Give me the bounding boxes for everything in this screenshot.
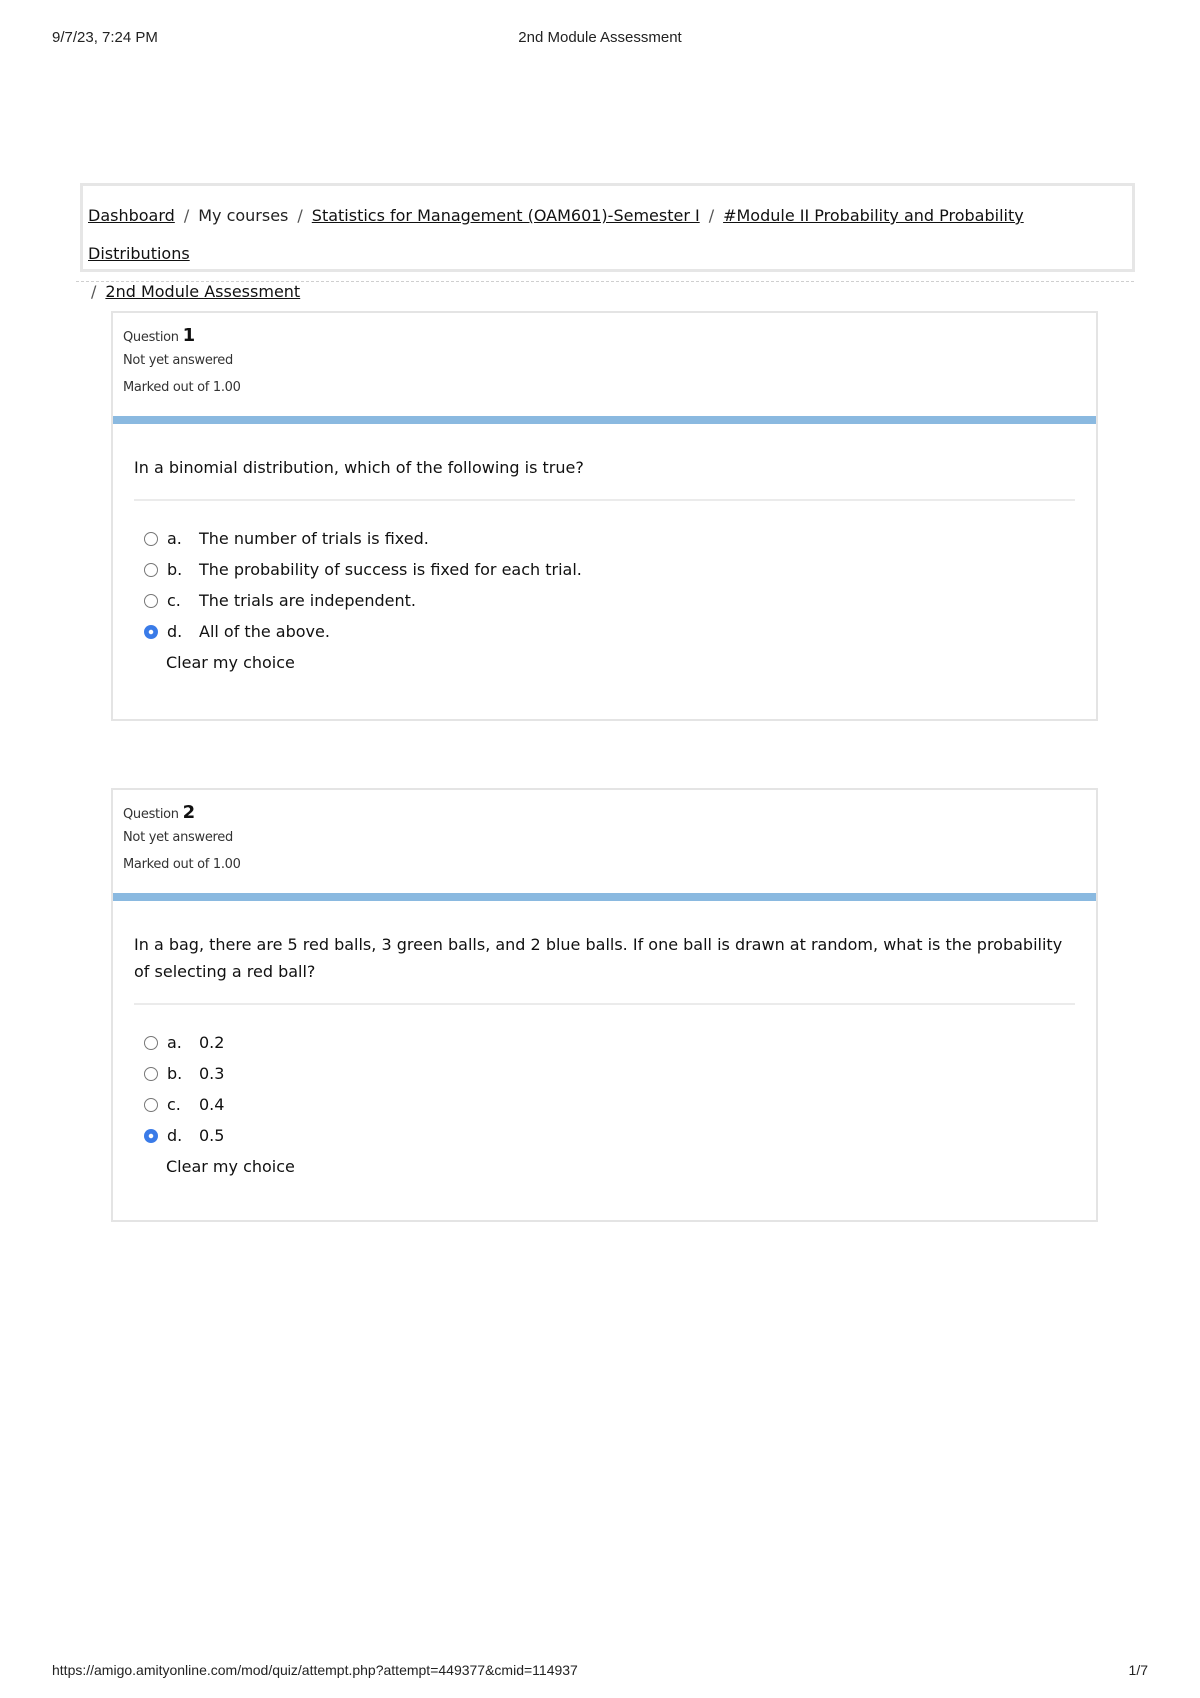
option-text: 0.3 <box>199 1064 225 1083</box>
breadcrumb-assessment-link[interactable]: 2nd Module Assessment <box>105 282 301 301</box>
question-number: 2 <box>182 802 195 823</box>
question-text: In a bag, there are 5 red balls, 3 green balls, and 2 blue balls. If one ball is drawn at random, what is the probability of selecting a red ball? <box>134 935 1063 981</box>
answer-option-b[interactable] <box>134 554 1075 585</box>
radio-icon[interactable] <box>144 532 158 546</box>
breadcrumb-dashboard-link[interactable]: Dashboard <box>88 206 175 225</box>
breadcrumb <box>80 183 1135 301</box>
answer-options <box>134 523 1075 647</box>
radio-icon[interactable] <box>144 563 158 577</box>
answer-options <box>134 1027 1075 1151</box>
option-letter: d. <box>167 622 183 641</box>
question-1 <box>111 311 1098 721</box>
breadcrumb-separator: / <box>297 206 303 225</box>
question-text: In a binomial distribution, which of the following is true? <box>134 458 584 477</box>
question-state: Not yet answered <box>123 830 233 845</box>
option-text: All of the above. <box>199 622 330 641</box>
answer-option-d[interactable] <box>134 1120 1075 1151</box>
answer-option-b[interactable] <box>134 1058 1075 1089</box>
print-page-number: 1/7 <box>1128 1662 1148 1678</box>
question-2 <box>111 788 1098 1222</box>
question-number: 1 <box>182 325 195 346</box>
clear-choice-link[interactable]: Clear my choice <box>166 1157 295 1176</box>
radio-icon[interactable] <box>144 1098 158 1112</box>
question-divider <box>134 1003 1075 1005</box>
radio-checked-icon[interactable] <box>144 625 158 639</box>
option-text: 0.4 <box>199 1095 225 1114</box>
question-content <box>113 424 1096 692</box>
clear-choice-link[interactable]: Clear my choice <box>166 653 295 672</box>
question-accent-bar <box>113 893 1096 901</box>
question-title <box>123 802 1086 823</box>
option-letter: a. <box>167 529 182 548</box>
question-divider <box>134 499 1075 501</box>
question-accent-bar <box>113 416 1096 424</box>
option-text: 0.2 <box>199 1033 225 1052</box>
option-text: 0.5 <box>199 1126 225 1145</box>
answer-option-c[interactable] <box>134 1089 1075 1120</box>
option-letter: c. <box>167 591 181 610</box>
option-letter: c. <box>167 1095 181 1114</box>
question-grade: Marked out of 1.00 <box>123 380 241 395</box>
option-letter: b. <box>167 1064 183 1083</box>
answer-option-a[interactable] <box>134 523 1075 554</box>
breadcrumb-module-link[interactable]: #Module II Probability and Probability Distributions <box>88 206 1024 263</box>
answer-option-d[interactable] <box>134 616 1075 647</box>
question-content <box>113 901 1096 1196</box>
question-grade: Marked out of 1.00 <box>123 857 241 872</box>
option-letter: d. <box>167 1126 183 1145</box>
question-state: Not yet answered <box>123 353 233 368</box>
question-label: Question <box>123 330 179 345</box>
print-footer <box>52 1662 1148 1682</box>
option-letter: b. <box>167 560 183 579</box>
breadcrumb-separator: / <box>183 206 190 225</box>
answer-option-c[interactable] <box>134 585 1075 616</box>
radio-icon[interactable] <box>144 594 158 608</box>
question-title <box>123 325 1086 346</box>
radio-icon[interactable] <box>144 1067 158 1081</box>
breadcrumb-course-link[interactable]: Statistics for Management (OAM601)-Semester I <box>311 206 700 225</box>
print-page-title: 2nd Module Assessment <box>518 29 682 46</box>
question-info <box>113 790 1096 893</box>
breadcrumb-separator: / <box>91 282 97 301</box>
option-text: The probability of success is fixed for each trial. <box>199 560 582 579</box>
print-header <box>52 29 1148 49</box>
option-letter: a. <box>167 1033 182 1052</box>
print-datetime: 9/7/23, 7:24 PM <box>52 29 158 46</box>
radio-checked-icon[interactable] <box>144 1129 158 1143</box>
answer-option-a[interactable] <box>134 1027 1075 1058</box>
print-url: https://amigo.amityonline.com/mod/quiz/attempt.php?attempt=449377&cmid=114937 <box>52 1662 578 1678</box>
question-info <box>113 313 1096 416</box>
option-text: The number of trials is fixed. <box>199 529 429 548</box>
question-label: Question <box>123 807 179 822</box>
breadcrumb-my-courses: My courses <box>198 206 289 225</box>
breadcrumb-separator: / <box>708 206 715 225</box>
header-divider <box>76 281 1134 282</box>
option-text: The trials are independent. <box>199 591 416 610</box>
radio-icon[interactable] <box>144 1036 158 1050</box>
